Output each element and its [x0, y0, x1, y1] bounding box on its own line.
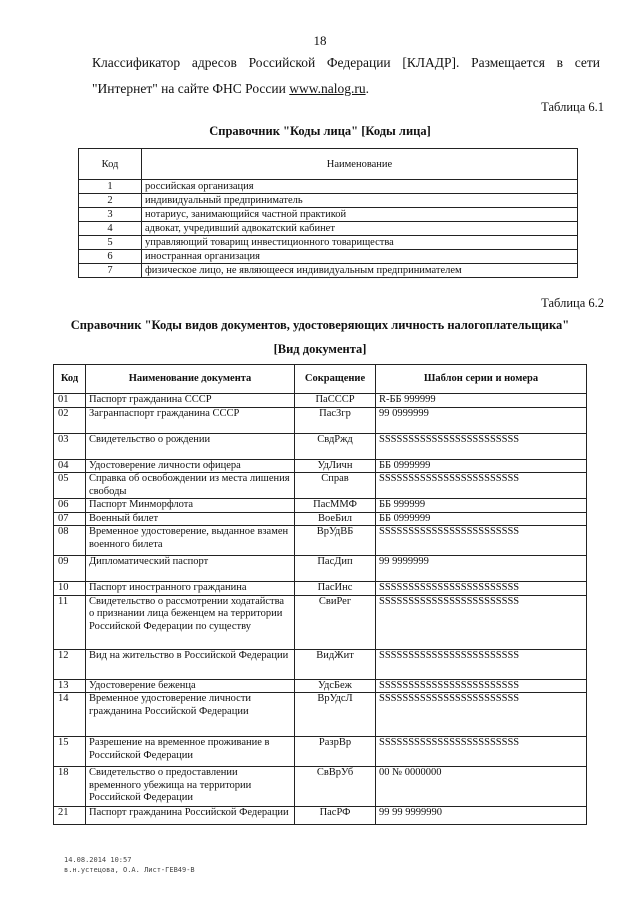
document-template-cell: ББ 0999999 — [376, 459, 587, 473]
table-6-1-label: Таблица 6.1 — [541, 100, 604, 114]
document-name-cell: Паспорт Минморфлота — [86, 499, 295, 513]
document-template-cell: SSSSSSSSSSSSSSSSSSSSSSSS — [376, 679, 587, 693]
person-type-cell: иностранная организация — [142, 250, 578, 264]
table-row — [79, 208, 578, 222]
document-template-cell: SSSSSSSSSSSSSSSSSSSSSSSS — [376, 473, 587, 499]
person-code-cell: 2 — [79, 194, 142, 208]
document-abbreviation-cell: РазрВр — [295, 737, 376, 767]
table-header-row — [54, 365, 587, 394]
document-template-cell: ББ 0999999 — [376, 512, 587, 526]
document-name-cell: Паспорт гражданина Российской Федерации — [86, 807, 295, 825]
table-row — [54, 767, 587, 807]
person-codes-table — [78, 148, 578, 278]
document-abbreviation-cell: УдсБеж — [295, 679, 376, 693]
column-header-abbreviation: Сокращение — [295, 365, 376, 394]
document-abbreviation-cell: ПаСССР — [295, 394, 376, 408]
table-row — [54, 473, 587, 499]
document-template-cell: SSSSSSSSSSSSSSSSSSSSSSSS — [376, 526, 587, 556]
document-name-cell: Удостоверение беженца — [86, 679, 295, 693]
table-row — [54, 499, 587, 513]
table-6-1-title: Справочник "Коды лица" [Коды лица] — [209, 124, 431, 138]
person-code-cell: 1 — [79, 180, 142, 194]
document-template-cell: ББ 999999 — [376, 499, 587, 513]
document-abbreviation-cell: ВрУдсЛ — [295, 693, 376, 737]
person-code-cell: 6 — [79, 250, 142, 264]
document-code-cell: 18 — [54, 767, 86, 807]
document-template-cell: 99 0999999 — [376, 407, 587, 433]
document-name-cell: Удостоверение личности офицера — [86, 459, 295, 473]
document-code-cell: 14 — [54, 693, 86, 737]
table-row — [79, 264, 578, 278]
document-template-cell: SSSSSSSSSSSSSSSSSSSSSSSS — [376, 737, 587, 767]
table-row — [54, 737, 587, 767]
person-code-cell: 3 — [79, 208, 142, 222]
document-code-cell: 13 — [54, 679, 86, 693]
document-types-table — [53, 364, 587, 825]
document-abbreviation-cell: ВидЖит — [295, 649, 376, 679]
document-name-cell: Справка об освобождении из места лишения свободы — [86, 473, 295, 499]
document-abbreviation-cell: ВоеБил — [295, 512, 376, 526]
document-name-cell: Загранпаспорт гражданина СССР — [86, 407, 295, 433]
document-template-cell: R-ББ 999999 — [376, 394, 587, 408]
print-timestamp: 14.08.2014 10:57 — [64, 856, 132, 864]
document-code-cell: 02 — [54, 407, 86, 433]
document-abbreviation-cell: СвиРег — [295, 595, 376, 649]
intro-paragraph-line2 — [92, 76, 600, 102]
document-name-cell: Свидетельство о рождении — [86, 433, 295, 459]
table-row — [54, 433, 587, 459]
document-name-cell: Разрешение на временное проживание в Российской Федерации — [86, 737, 295, 767]
document-code-cell: 21 — [54, 807, 86, 825]
document-code-cell: 07 — [54, 512, 86, 526]
table-row — [54, 679, 587, 693]
document-template-cell: SSSSSSSSSSSSSSSSSSSSSSSS — [376, 595, 587, 649]
person-type-cell: индивидуальный предприниматель — [142, 194, 578, 208]
document-code-cell: 10 — [54, 582, 86, 596]
document-name-cell: Паспорт гражданина СССР — [86, 394, 295, 408]
intro-text: "Интернет" на сайте ФНС России — [92, 81, 290, 96]
document-abbreviation-cell: ПасДип — [295, 556, 376, 582]
document-name-cell: Вид на жительство в Российской Федерации — [86, 649, 295, 679]
table-6-2-title: Справочник "Коды видов документов, удостоверяющих личность налогоплательщика" — [70, 318, 570, 332]
document-abbreviation-cell: СвдРжд — [295, 433, 376, 459]
column-header-name: Наименование — [142, 149, 578, 180]
document-template-cell: 00 № 0000000 — [376, 767, 587, 807]
table-row — [54, 649, 587, 679]
table-header-row — [79, 149, 578, 180]
person-type-cell: управляющий товарищ инвестиционного товарищества — [142, 236, 578, 250]
table-row — [54, 595, 587, 649]
table-row — [79, 180, 578, 194]
table-row — [79, 250, 578, 264]
table-6-2-label: Таблица 6.2 — [541, 296, 604, 310]
document-name-cell: Свидетельство о рассмотрении ходатайства о признании лица беженцем на территории Российской Федерации по существу — [86, 595, 295, 649]
table-row — [54, 807, 587, 825]
table-row — [54, 526, 587, 556]
person-code-cell: 5 — [79, 236, 142, 250]
document-template-cell: SSSSSSSSSSSSSSSSSSSSSSSS — [376, 433, 587, 459]
document-name-cell: Паспорт иностранного гражданина — [86, 582, 295, 596]
document-code-cell: 09 — [54, 556, 86, 582]
person-type-cell: физическое лицо, не являющееся индивидуальным предпринимателем — [142, 264, 578, 278]
document-name-cell: Свидетельство о предоставлении временного убежища на территории Российской Федерации — [86, 767, 295, 807]
document-code-cell: 12 — [54, 649, 86, 679]
document-code-cell: 08 — [54, 526, 86, 556]
document-template-cell: SSSSSSSSSSSSSSSSSSSSSSSS — [376, 693, 587, 737]
document-name-cell: Дипломатический паспорт — [86, 556, 295, 582]
document-code-cell: 03 — [54, 433, 86, 459]
document-abbreviation-cell: СвВрУб — [295, 767, 376, 807]
document-code-cell: 04 — [54, 459, 86, 473]
document-template-cell: SSSSSSSSSSSSSSSSSSSSSSSS — [376, 582, 587, 596]
document-name-cell: Временное удостоверение, выданное взамен военного билета — [86, 526, 295, 556]
column-header-document-name: Наименование документа — [86, 365, 295, 394]
person-type-cell: нотариус, занимающийся частной практикой — [142, 208, 578, 222]
fns-website-link[interactable]: www.nalog.ru — [289, 81, 366, 96]
document-code-cell: 15 — [54, 737, 86, 767]
document-template-cell: 99 9999999 — [376, 556, 587, 582]
table-6-2-subtitle: [Вид документа] — [273, 342, 367, 356]
person-type-cell: российская организация — [142, 180, 578, 194]
intro-period: . — [365, 81, 369, 96]
print-signature-stamp: в.н.устецова, О.А. Лист-ГЕВ49-В — [64, 866, 195, 874]
document-template-cell: SSSSSSSSSSSSSSSSSSSSSSSS — [376, 649, 587, 679]
document-template-cell: 99 99 9999990 — [376, 807, 587, 825]
column-header-code: Код — [54, 365, 86, 394]
document-abbreviation-cell: Справ — [295, 473, 376, 499]
table-row — [79, 222, 578, 236]
table-row — [79, 236, 578, 250]
column-header-template: Шаблон серии и номера — [376, 365, 587, 394]
table-row — [54, 512, 587, 526]
document-abbreviation-cell: ПасЗгр — [295, 407, 376, 433]
column-header-code: Код — [79, 149, 142, 180]
table-row — [54, 407, 587, 433]
document-abbreviation-cell: ВрУдВБ — [295, 526, 376, 556]
person-type-cell: адвокат, учредивший адвокатский кабинет — [142, 222, 578, 236]
document-code-cell: 11 — [54, 595, 86, 649]
document-code-cell: 01 — [54, 394, 86, 408]
table-row — [54, 582, 587, 596]
document-name-cell: Военный билет — [86, 512, 295, 526]
page-number: 18 — [313, 33, 327, 48]
table-row — [54, 556, 587, 582]
table-row — [54, 394, 587, 408]
table-row — [54, 693, 587, 737]
document-abbreviation-cell: УдЛичн — [295, 459, 376, 473]
document-abbreviation-cell: ПасИнс — [295, 582, 376, 596]
table-row — [54, 459, 587, 473]
document-code-cell: 06 — [54, 499, 86, 513]
table-row — [79, 194, 578, 208]
document-code-cell: 05 — [54, 473, 86, 499]
document-abbreviation-cell: ПасММФ — [295, 499, 376, 513]
intro-paragraph-line1: Классификатор адресов Российской Федерации [КЛАДР]. Размещается в сети — [92, 55, 600, 70]
person-code-cell: 7 — [79, 264, 142, 278]
person-code-cell: 4 — [79, 222, 142, 236]
document-abbreviation-cell: ПасРФ — [295, 807, 376, 825]
document-name-cell: Временное удостоверение личности гражданина Российской Федерации — [86, 693, 295, 737]
